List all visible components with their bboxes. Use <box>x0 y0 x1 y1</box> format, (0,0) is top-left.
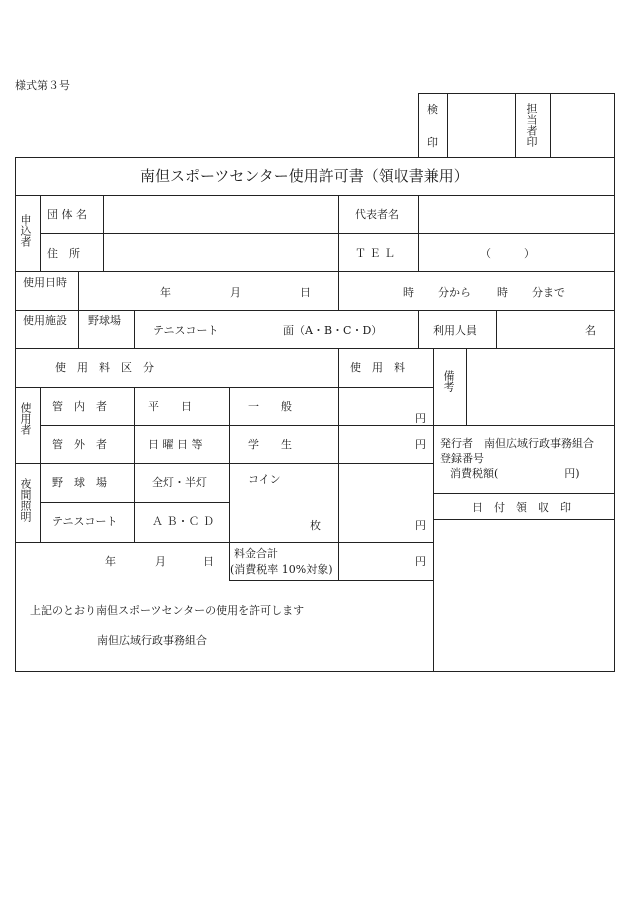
users-persons[interactable]: 名 <box>585 324 596 337</box>
usage-minute-end[interactable]: 分まで <box>532 286 565 299</box>
total-label: 料金合計 <box>234 547 278 560</box>
fee-row-1-col3[interactable]: 一 般 <box>248 400 292 413</box>
usage-month[interactable]: 月 <box>230 286 241 299</box>
night-row-1-col2[interactable]: 全灯・半灯 <box>152 476 207 489</box>
issue-month[interactable]: 月 <box>155 555 166 568</box>
receipt-stamp-label: 日 付 領 収 印 <box>472 501 571 514</box>
remarks-field[interactable] <box>467 349 613 424</box>
total-tax-note: (消費税率 10%対象) <box>230 563 333 576</box>
usage-datetime-label: 使用日時 <box>23 276 67 289</box>
facility-courts[interactable]: 面（A・B・C・D） <box>283 324 383 337</box>
fee-category-header: 使 用 料 区 分 <box>55 361 154 374</box>
night-row-2-col1[interactable]: テニスコート <box>52 515 118 528</box>
night-lighting-label: 夜間照明 <box>19 478 32 522</box>
fee-row-2-col1[interactable]: 管 外 者 <box>52 438 107 451</box>
fee-row-1-col1[interactable]: 管 内 者 <box>52 400 107 413</box>
issuer-line: 発行者 南但広域行政事務組合 <box>440 437 594 450</box>
issue-year[interactable]: 年 <box>105 555 116 568</box>
applicant-label: 申込者 <box>19 214 32 247</box>
facility-baseball[interactable]: 野球場 <box>88 314 121 327</box>
group-name-field[interactable] <box>104 196 337 232</box>
person-in-charge-label: 担当者印 <box>525 103 538 147</box>
facility-tennis[interactable]: テニスコート <box>153 324 219 337</box>
fee-row-2-yen[interactable]: 円 <box>415 438 426 451</box>
usage-day[interactable]: 日 <box>300 286 311 299</box>
representative-label: 代表者名 <box>355 208 399 221</box>
fee-row-1-col2[interactable]: 平 日 <box>148 400 192 413</box>
coin-label: コイン <box>248 473 281 486</box>
form-number: 様式第３号 <box>15 79 70 92</box>
coin-count[interactable]: 枚 <box>310 519 321 532</box>
fee-row-1-yen[interactable]: 円 <box>415 412 426 425</box>
permission-statement: 上記のとおり南但スポーツセンターの使用を許可します <box>30 604 305 617</box>
usage-year[interactable]: 年 <box>160 286 171 299</box>
usage-minute-start[interactable]: 分から <box>438 286 471 299</box>
tax-amount[interactable]: 消費税額( 円) <box>450 467 580 480</box>
fee-row-2-col3[interactable]: 学 生 <box>248 438 292 451</box>
user-label: 使用者 <box>19 402 32 435</box>
registration-number-label: 登録番号 <box>440 452 484 465</box>
permission-organization: 南但広域行政事務組合 <box>97 634 207 647</box>
tel-field[interactable]: （ ） <box>480 247 535 260</box>
address-field[interactable] <box>104 234 337 271</box>
usage-hour-end[interactable]: 時 <box>497 286 508 299</box>
form-title: 南但スポーツセンター使用許可書（領収書兼用） <box>140 167 469 185</box>
address-label: 住 所 <box>47 247 80 260</box>
coin-yen[interactable]: 円 <box>415 519 426 532</box>
group-name-label: 団 体 名 <box>47 208 87 221</box>
night-row-1-col1[interactable]: 野 球 場 <box>52 476 107 489</box>
remarks-label: 備考 <box>442 370 455 392</box>
night-row-2-col2[interactable]: Ａ Ｂ・Ｃ Ｄ <box>152 515 214 528</box>
facility-label: 使用施設 <box>23 314 67 327</box>
representative-field[interactable] <box>419 196 613 232</box>
fee-row-2-col2[interactable]: 日 曜 日 等 <box>148 438 203 451</box>
issue-day[interactable]: 日 <box>203 555 214 568</box>
tel-label: Ｔ Ｅ Ｌ <box>355 247 395 260</box>
fee-header: 使 用 料 <box>350 361 405 374</box>
usage-hour-start[interactable]: 時 <box>403 286 414 299</box>
inspect-label: 検 <box>427 103 438 116</box>
users-label: 利用人員 <box>433 324 477 337</box>
receipt-stamp-area[interactable] <box>434 520 613 670</box>
total-yen[interactable]: 円 <box>415 555 426 568</box>
seal-label: 印 <box>427 136 438 149</box>
